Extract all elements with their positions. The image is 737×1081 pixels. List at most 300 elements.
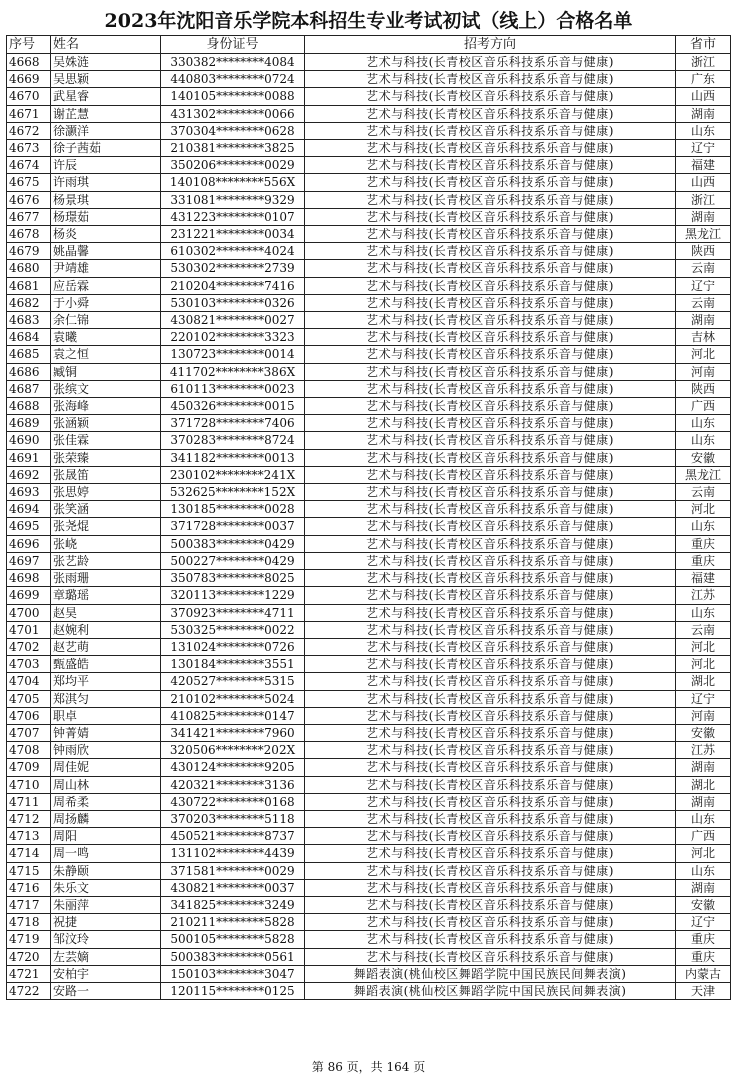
row-name: 袁之恒 [51,346,161,363]
table-row [7,380,731,397]
table-row [7,535,731,552]
row-id-number: 210102********5024 [161,690,305,707]
row-name: 张海峰 [51,398,161,415]
row-province: 山西 [676,174,731,191]
row-id-number: 430821********0027 [161,312,305,329]
row-serial-number: 4676 [7,191,51,208]
row-name: 郑均平 [51,673,161,690]
row-name: 周一鸣 [51,845,161,862]
table-row [7,587,731,604]
row-serial-number: 4671 [7,105,51,122]
row-province: 江苏 [676,742,731,759]
row-serial-number: 4685 [7,346,51,363]
row-direction: 艺术与科技(长青校区音乐科技系乐音与健康) [305,810,676,827]
row-id-number: 131024********0726 [161,638,305,655]
table-row [7,776,731,793]
row-province: 重庆 [676,948,731,965]
row-serial-number: 4670 [7,88,51,105]
row-province: 山东 [676,415,731,432]
row-name: 周扬麟 [51,810,161,827]
row-id-number: 320113********1229 [161,587,305,604]
row-name: 徐灏洋 [51,122,161,139]
table-row [7,208,731,225]
table-row [7,329,731,346]
row-province: 江苏 [676,587,731,604]
row-direction: 艺术与科技(长青校区音乐科技系乐音与健康) [305,673,676,690]
table-row [7,54,731,71]
row-province: 湖北 [676,776,731,793]
table-row [7,707,731,724]
table-row [7,982,731,999]
row-id-number: 530302********2739 [161,260,305,277]
row-name: 姚晶馨 [51,243,161,260]
row-name: 安路一 [51,982,161,999]
table-row [7,415,731,432]
row-serial-number: 4689 [7,415,51,432]
row-id-number: 610302********4024 [161,243,305,260]
row-direction: 艺术与科技(长青校区音乐科技系乐音与健康) [305,535,676,552]
row-province: 云南 [676,621,731,638]
row-direction: 艺术与科技(长青校区音乐科技系乐音与健康) [305,896,676,913]
row-direction: 艺术与科技(长青校区音乐科技系乐音与健康) [305,621,676,638]
row-id-number: 120115********0125 [161,982,305,999]
row-serial-number: 4673 [7,140,51,157]
row-id-number: 430722********0168 [161,793,305,810]
row-name: 章璐瑶 [51,587,161,604]
row-id-number: 500383********0561 [161,948,305,965]
row-name: 周阳 [51,828,161,845]
row-name: 于小舜 [51,294,161,311]
row-serial-number: 4722 [7,982,51,999]
row-serial-number: 4703 [7,656,51,673]
row-id-number: 420321********3136 [161,776,305,793]
table-row [7,277,731,294]
row-name: 张笑涵 [51,501,161,518]
row-province: 福建 [676,570,731,587]
row-name: 赵艺萌 [51,638,161,655]
table-row [7,191,731,208]
row-id-number: 341421********7960 [161,724,305,741]
row-serial-number: 4709 [7,759,51,776]
row-direction: 艺术与科技(长青校区音乐科技系乐音与健康) [305,845,676,862]
row-province: 河北 [676,656,731,673]
table-row [7,879,731,896]
row-province: 河南 [676,707,731,724]
row-province: 湖南 [676,759,731,776]
table-row [7,105,731,122]
row-serial-number: 4688 [7,398,51,415]
row-id-number: 371728********0037 [161,518,305,535]
row-serial-number: 4704 [7,673,51,690]
row-name: 吴思颖 [51,71,161,88]
row-province: 安徽 [676,724,731,741]
row-id-number: 341825********3249 [161,896,305,913]
header-id-number: 身份证号 [161,36,305,54]
row-id-number: 210381********3825 [161,140,305,157]
table-body [7,54,731,1000]
row-name: 郑淇匀 [51,690,161,707]
row-province: 山东 [676,862,731,879]
row-serial-number: 4708 [7,742,51,759]
row-id-number: 530325********0022 [161,621,305,638]
row-direction: 艺术与科技(长青校区音乐科技系乐音与健康) [305,449,676,466]
row-id-number: 150103********3047 [161,965,305,982]
row-direction: 艺术与科技(长青校区音乐科技系乐音与健康) [305,776,676,793]
row-direction: 艺术与科技(长青校区音乐科技系乐音与健康) [305,862,676,879]
row-direction: 艺术与科技(长青校区音乐科技系乐音与健康) [305,501,676,518]
row-serial-number: 4711 [7,793,51,810]
row-province: 山东 [676,122,731,139]
row-id-number: 320506********202X [161,742,305,759]
row-serial-number: 4687 [7,380,51,397]
table-row [7,174,731,191]
row-province: 云南 [676,294,731,311]
row-province: 云南 [676,484,731,501]
table-row [7,312,731,329]
row-serial-number: 4700 [7,604,51,621]
row-id-number: 370304********0628 [161,122,305,139]
row-id-number: 140108********556X [161,174,305,191]
row-serial-number: 4677 [7,208,51,225]
row-province: 广东 [676,71,731,88]
table-row [7,294,731,311]
row-province: 广西 [676,398,731,415]
row-name: 许辰 [51,157,161,174]
table-row [7,690,731,707]
row-id-number: 532625********152X [161,484,305,501]
row-serial-number: 4690 [7,432,51,449]
row-direction: 艺术与科技(长青校区音乐科技系乐音与健康) [305,552,676,569]
row-serial-number: 4697 [7,552,51,569]
row-id-number: 411702********386X [161,363,305,380]
page-title: 2023年沈阳音乐学院本科招生专业考试初试（线上）合格名单 [104,10,633,32]
row-name: 张思婷 [51,484,161,501]
row-direction: 艺术与科技(长青校区音乐科技系乐音与健康) [305,587,676,604]
row-province: 山东 [676,432,731,449]
table-row [7,398,731,415]
row-id-number: 131102********4439 [161,845,305,862]
row-name: 臧铜 [51,363,161,380]
table-row [7,346,731,363]
row-name: 张峣 [51,535,161,552]
row-id-number: 130723********0014 [161,346,305,363]
table-row [7,449,731,466]
row-direction: 艺术与科技(长青校区音乐科技系乐音与健康) [305,948,676,965]
row-id-number: 130184********3551 [161,656,305,673]
row-id-number: 130185********0028 [161,501,305,518]
row-id-number: 210211********5828 [161,914,305,931]
row-name: 张艺龄 [51,552,161,569]
row-province: 河北 [676,845,731,862]
row-province: 安徽 [676,896,731,913]
row-name: 张缤文 [51,380,161,397]
table-header [7,36,731,54]
header-direction: 招考方向 [305,36,676,54]
table-row [7,828,731,845]
row-serial-number: 4715 [7,862,51,879]
row-serial-number: 4716 [7,879,51,896]
row-id-number: 440803********0724 [161,71,305,88]
row-province: 湖南 [676,105,731,122]
table-row [7,948,731,965]
row-direction: 艺术与科技(长青校区音乐科技系乐音与健康) [305,191,676,208]
row-name: 周希柔 [51,793,161,810]
row-direction: 艺术与科技(长青校区音乐科技系乐音与健康) [305,243,676,260]
row-direction: 艺术与科技(长青校区音乐科技系乐音与健康) [305,140,676,157]
row-serial-number: 4713 [7,828,51,845]
row-name: 甄盛皓 [51,656,161,673]
row-serial-number: 4694 [7,501,51,518]
row-id-number: 610113********0023 [161,380,305,397]
row-id-number: 371581********0029 [161,862,305,879]
row-direction: 艺术与科技(长青校区音乐科技系乐音与健康) [305,71,676,88]
row-id-number: 231221********0034 [161,226,305,243]
row-name: 职卓 [51,707,161,724]
row-name: 钟菁婧 [51,724,161,741]
row-id-number: 450326********0015 [161,398,305,415]
row-province: 湖南 [676,208,731,225]
row-province: 辽宁 [676,277,731,294]
table-row [7,673,731,690]
row-id-number: 431302********0066 [161,105,305,122]
table-row [7,931,731,948]
row-direction: 艺术与科技(长青校区音乐科技系乐音与健康) [305,277,676,294]
row-id-number: 410825********0147 [161,707,305,724]
row-direction: 艺术与科技(长青校区音乐科技系乐音与健康) [305,105,676,122]
row-direction: 舞蹈表演(桃仙校区舞蹈学院中国民族民间舞表演) [305,982,676,999]
row-name: 张佳霖 [51,432,161,449]
table-row [7,518,731,535]
table-row [7,965,731,982]
row-direction: 艺术与科技(长青校区音乐科技系乐音与健康) [305,260,676,277]
row-province: 浙江 [676,191,731,208]
row-direction: 艺术与科技(长青校区音乐科技系乐音与健康) [305,312,676,329]
table-row [7,742,731,759]
table-row [7,656,731,673]
row-name: 张荣臻 [51,449,161,466]
row-direction: 艺术与科技(长青校区音乐科技系乐音与健康) [305,174,676,191]
row-id-number: 350783********8025 [161,570,305,587]
row-name: 周佳妮 [51,759,161,776]
row-name: 余仁锦 [51,312,161,329]
row-id-number: 450521********8737 [161,828,305,845]
row-province: 辽宁 [676,914,731,931]
row-name: 赵婉利 [51,621,161,638]
row-direction: 艺术与科技(长青校区音乐科技系乐音与健康) [305,294,676,311]
row-serial-number: 4718 [7,914,51,931]
row-province: 天津 [676,982,731,999]
row-serial-number: 4680 [7,260,51,277]
table-row [7,810,731,827]
row-province: 湖南 [676,879,731,896]
row-province: 内蒙古 [676,965,731,982]
row-direction: 艺术与科技(长青校区音乐科技系乐音与健康) [305,742,676,759]
row-name: 周山林 [51,776,161,793]
row-province: 广西 [676,828,731,845]
row-name: 朱丽萍 [51,896,161,913]
row-name: 杨炎 [51,226,161,243]
table-row [7,466,731,483]
row-province: 云南 [676,260,731,277]
row-serial-number: 4686 [7,363,51,380]
table-row [7,793,731,810]
row-id-number: 220102********3323 [161,329,305,346]
row-direction: 艺术与科技(长青校区音乐科技系乐音与健康) [305,346,676,363]
row-id-number: 370923********4711 [161,604,305,621]
row-name: 尹靖雄 [51,260,161,277]
row-direction: 艺术与科技(长青校区音乐科技系乐音与健康) [305,604,676,621]
row-serial-number: 4684 [7,329,51,346]
row-direction: 艺术与科技(长青校区音乐科技系乐音与健康) [305,638,676,655]
row-province: 湖北 [676,673,731,690]
row-province: 安徽 [676,449,731,466]
row-name: 张尧焜 [51,518,161,535]
row-direction: 艺术与科技(长青校区音乐科技系乐音与健康) [305,122,676,139]
row-direction: 艺术与科技(长青校区音乐科技系乐音与健康) [305,570,676,587]
row-name: 张涵颖 [51,415,161,432]
row-province: 浙江 [676,54,731,71]
table-row [7,157,731,174]
row-serial-number: 4682 [7,294,51,311]
row-province: 辽宁 [676,140,731,157]
table-row [7,638,731,655]
row-name: 安柏宇 [51,965,161,982]
row-direction: 艺术与科技(长青校区音乐科技系乐音与健康) [305,208,676,225]
row-serial-number: 4699 [7,587,51,604]
row-direction: 艺术与科技(长青校区音乐科技系乐音与健康) [305,518,676,535]
admission-table [6,35,731,1000]
row-id-number: 430124********9205 [161,759,305,776]
row-province: 河北 [676,638,731,655]
row-serial-number: 4719 [7,931,51,948]
header-serial-number: 序号 [7,36,51,54]
table-row [7,724,731,741]
row-id-number: 370283********8724 [161,432,305,449]
row-name: 钟雨欣 [51,742,161,759]
row-serial-number: 4707 [7,724,51,741]
row-id-number: 330382********4084 [161,54,305,71]
row-serial-number: 4702 [7,638,51,655]
row-direction: 艺术与科技(长青校区音乐科技系乐音与健康) [305,88,676,105]
row-province: 陕西 [676,380,731,397]
table-row [7,363,731,380]
row-direction: 艺术与科技(长青校区音乐科技系乐音与健康) [305,466,676,483]
row-serial-number: 4710 [7,776,51,793]
table-row [7,862,731,879]
table-row [7,552,731,569]
table-row [7,140,731,157]
table-row [7,243,731,260]
row-name: 应岳霖 [51,277,161,294]
table-row [7,432,731,449]
row-id-number: 210204********7416 [161,277,305,294]
row-direction: 艺术与科技(长青校区音乐科技系乐音与健康) [305,828,676,845]
row-id-number: 371728********7406 [161,415,305,432]
row-direction: 艺术与科技(长青校区音乐科技系乐音与健康) [305,759,676,776]
row-direction: 艺术与科技(长青校区音乐科技系乐音与健康) [305,690,676,707]
row-serial-number: 4705 [7,690,51,707]
row-name: 杨景琪 [51,191,161,208]
row-name: 朱乐文 [51,879,161,896]
table-row [7,484,731,501]
row-direction: 艺术与科技(长青校区音乐科技系乐音与健康) [305,707,676,724]
row-direction: 舞蹈表演(桃仙校区舞蹈学院中国民族民间舞表演) [305,965,676,982]
row-direction: 艺术与科技(长青校区音乐科技系乐音与健康) [305,226,676,243]
row-direction: 艺术与科技(长青校区音乐科技系乐音与健康) [305,724,676,741]
row-name: 袁曦 [51,329,161,346]
row-province: 湖南 [676,312,731,329]
table-row [7,621,731,638]
row-name: 吴姝涟 [51,54,161,71]
table-row [7,226,731,243]
row-direction: 艺术与科技(长青校区音乐科技系乐音与健康) [305,931,676,948]
row-id-number: 500383********0429 [161,535,305,552]
row-serial-number: 4691 [7,449,51,466]
row-province: 山西 [676,88,731,105]
row-direction: 艺术与科技(长青校区音乐科技系乐音与健康) [305,914,676,931]
row-direction: 艺术与科技(长青校区音乐科技系乐音与健康) [305,484,676,501]
row-id-number: 230102********241X [161,466,305,483]
row-serial-number: 4698 [7,570,51,587]
row-direction: 艺术与科技(长青校区音乐科技系乐音与健康) [305,380,676,397]
row-province: 黑龙江 [676,226,731,243]
row-serial-number: 4669 [7,71,51,88]
row-id-number: 530103********0326 [161,294,305,311]
row-direction: 艺术与科技(长青校区音乐科技系乐音与健康) [305,656,676,673]
row-serial-number: 4683 [7,312,51,329]
table-row [7,604,731,621]
row-serial-number: 4672 [7,122,51,139]
row-direction: 艺术与科技(长青校区音乐科技系乐音与健康) [305,54,676,71]
row-name: 张雨珊 [51,570,161,587]
row-serial-number: 4720 [7,948,51,965]
table-row [7,759,731,776]
row-id-number: 350206********0029 [161,157,305,174]
row-serial-number: 4675 [7,174,51,191]
row-province: 重庆 [676,931,731,948]
header-name: 姓名 [51,36,161,54]
row-province: 重庆 [676,535,731,552]
row-name: 祝捷 [51,914,161,931]
row-province: 湖南 [676,793,731,810]
row-province: 重庆 [676,552,731,569]
row-province: 河北 [676,501,731,518]
row-serial-number: 4678 [7,226,51,243]
row-direction: 艺术与科技(长青校区音乐科技系乐音与健康) [305,363,676,380]
table-row [7,845,731,862]
table-row [7,122,731,139]
row-direction: 艺术与科技(长青校区音乐科技系乐音与健康) [305,157,676,174]
page-footer: 第 86 页，共 164 页 [311,1060,426,1074]
row-province: 河北 [676,346,731,363]
row-name: 谢芷慧 [51,105,161,122]
row-id-number: 420527********5315 [161,673,305,690]
row-name: 赵昊 [51,604,161,621]
table-row [7,260,731,277]
row-direction: 艺术与科技(长青校区音乐科技系乐音与健康) [305,329,676,346]
row-id-number: 370203********5118 [161,810,305,827]
row-id-number: 500227********0429 [161,552,305,569]
row-serial-number: 4695 [7,518,51,535]
table-row [7,570,731,587]
row-serial-number: 4681 [7,277,51,294]
row-name: 武星睿 [51,88,161,105]
row-id-number: 430821********0037 [161,879,305,896]
row-serial-number: 4717 [7,896,51,913]
header-province: 省市 [676,36,731,54]
row-name: 许雨琪 [51,174,161,191]
table-row [7,896,731,913]
